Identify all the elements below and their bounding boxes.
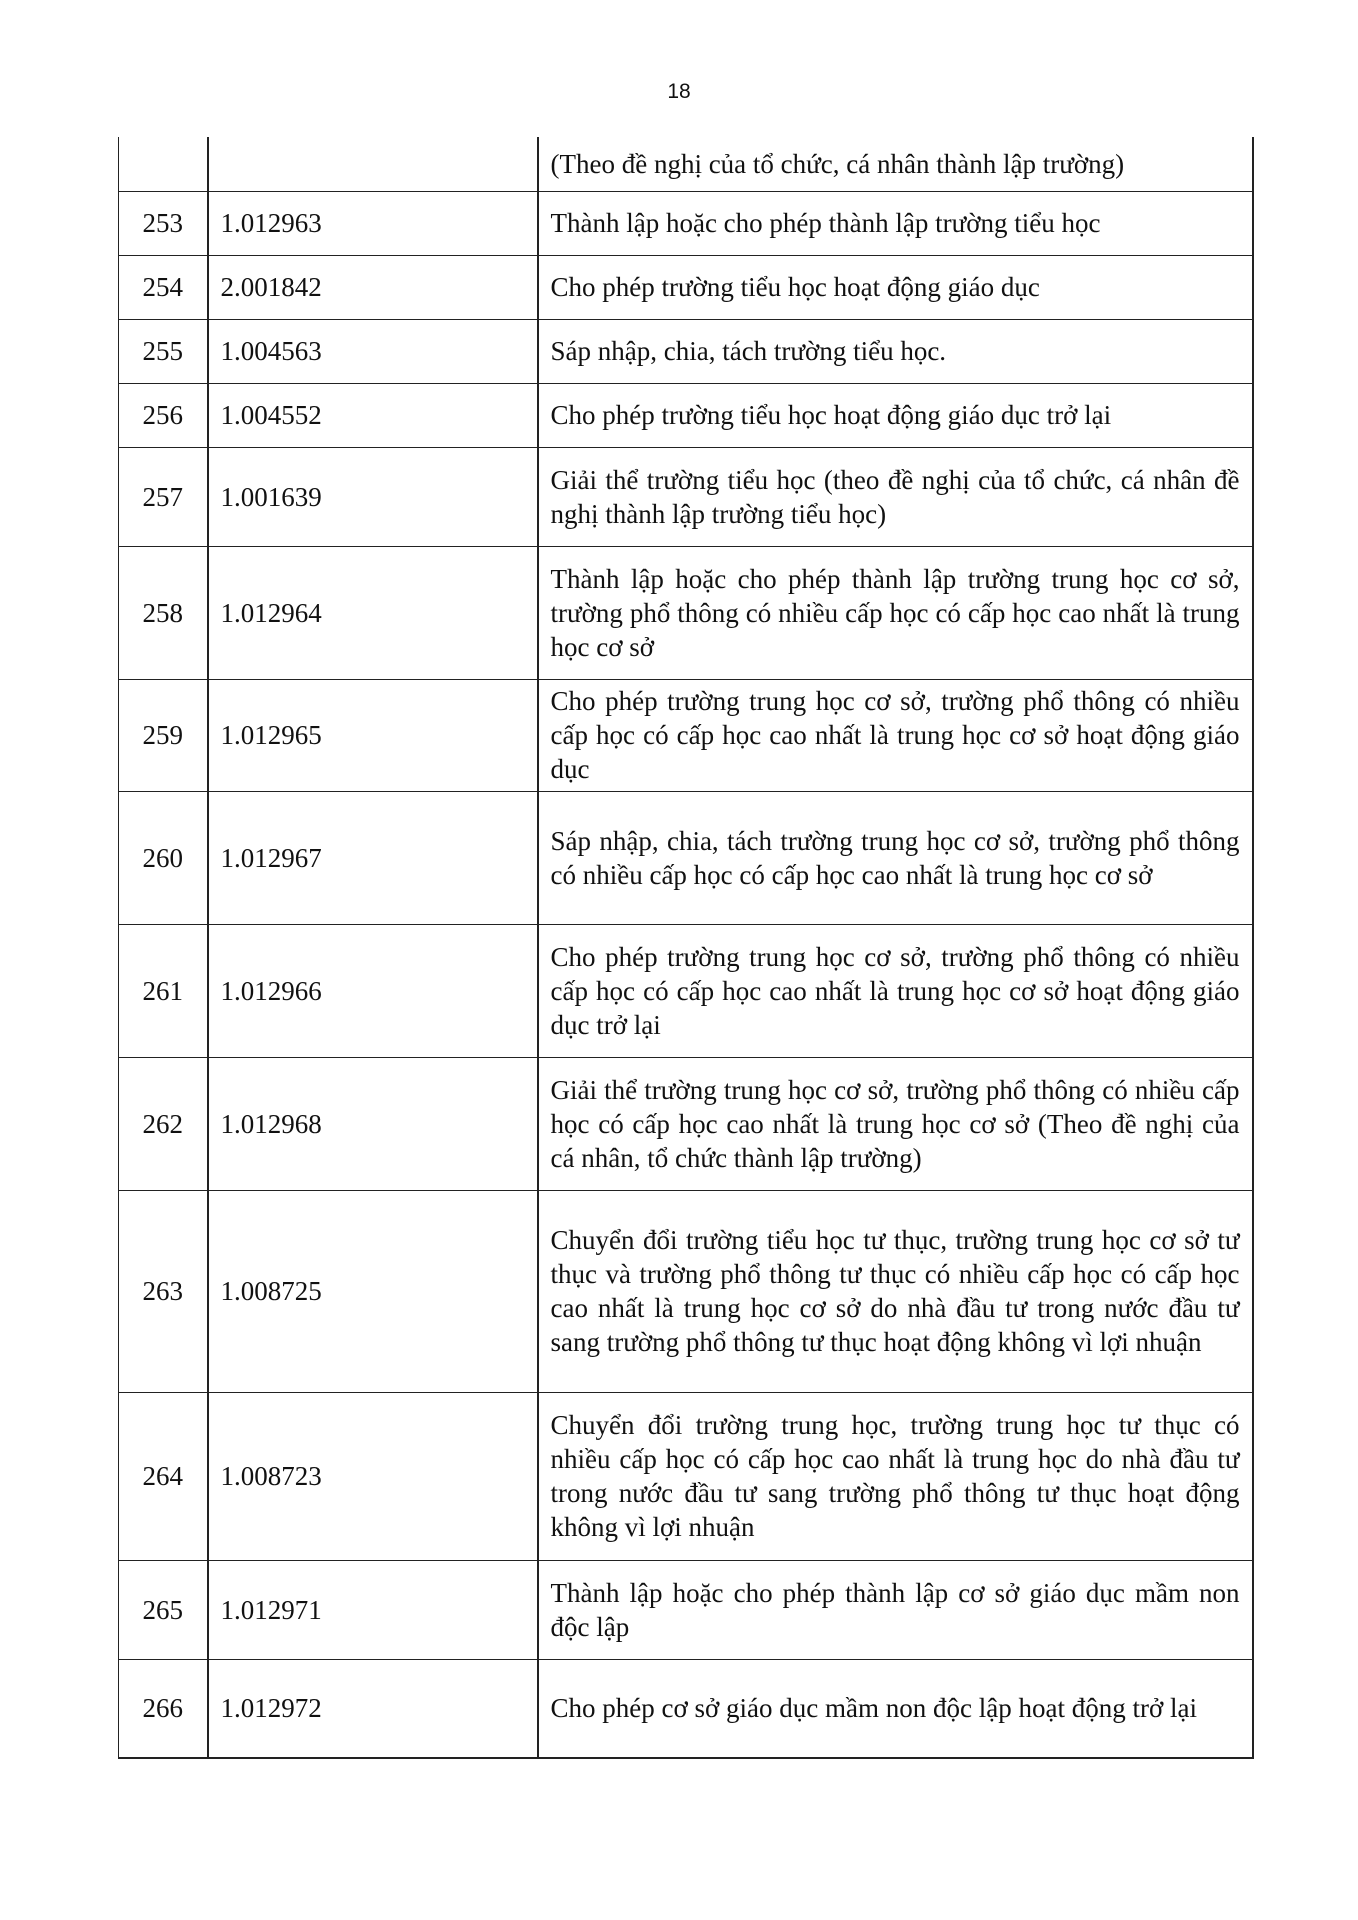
row-number-cell: 264 [119,1392,208,1560]
table-row [119,191,1253,255]
procedure-code-cell: 1.008725 [208,1190,538,1392]
row-number-cell: 263 [119,1190,208,1392]
row-number-cell: 255 [119,319,208,383]
row-number-cell: 258 [119,546,208,679]
table-row [119,447,1253,546]
procedure-code-cell: 1.012972 [208,1659,538,1758]
row-number-cell: 260 [119,791,208,924]
table-row [119,383,1253,447]
procedures-table [118,137,1254,1759]
procedure-name-cell: Cho phép trường trung học cơ sở, trường phổ thông có nhiều cấp học có cấp học cao nhất là trung học cơ sở hoạt động giáo dục [538,679,1253,791]
procedure-code-cell: 1.001639 [208,447,538,546]
procedure-code-cell: 2.001842 [208,255,538,319]
procedure-code-cell: 1.012964 [208,546,538,679]
procedure-name-cell: Cho phép trường tiểu học hoạt động giáo dục trở lại [538,383,1253,447]
procedure-name-cell: Cho phép cơ sở giáo dục mầm non độc lập hoạt động trở lại [538,1659,1253,1758]
procedure-code-cell: 1.012965 [208,679,538,791]
procedure-code-cell: 1.012966 [208,924,538,1057]
row-number-cell: 261 [119,924,208,1057]
table-row [119,924,1253,1057]
table-row [119,255,1253,319]
procedure-code-cell: 1.012971 [208,1560,538,1659]
row-number-cell: 257 [119,447,208,546]
procedure-code-cell: 1.012963 [208,191,538,255]
procedure-name-cell: (Theo đề nghị của tổ chức, cá nhân thành lập trường) [538,137,1253,191]
procedure-code-cell: 1.012967 [208,791,538,924]
procedure-code-cell [208,137,538,191]
procedure-name-cell: Sáp nhập, chia, tách trường tiểu học. [538,319,1253,383]
table-row [119,1560,1253,1659]
procedure-name-cell: Thành lập hoặc cho phép thành lập trường tiểu học [538,191,1253,255]
table-row [119,546,1253,679]
procedure-name-cell: Cho phép trường tiểu học hoạt động giáo dục [538,255,1253,319]
procedure-code-cell: 1.008723 [208,1392,538,1560]
table-row [119,1190,1253,1392]
procedure-name-cell: Giải thể trường trung học cơ sở, trường phổ thông có nhiều cấp học có cấp học cao nhất là trung học cơ sở (Theo đề nghị của cá nhân, tổ chức thành lập trường) [538,1057,1253,1190]
row-number-cell: 259 [119,679,208,791]
procedure-name-cell: Giải thể trường tiểu học (theo đề nghị của tổ chức, cá nhân đề nghị thành lập trường tiểu học) [538,447,1253,546]
table-row [119,1392,1253,1560]
procedure-name-cell: Thành lập hoặc cho phép thành lập trường trung học cơ sở, trường phổ thông có nhiều cấp học có cấp học cao nhất là trung học cơ sở [538,546,1253,679]
row-number-cell: 253 [119,191,208,255]
procedure-code-cell: 1.012968 [208,1057,538,1190]
row-number-cell: 266 [119,1659,208,1758]
row-number-cell: 262 [119,1057,208,1190]
table-row [119,1057,1253,1190]
table-row [119,319,1253,383]
row-number-cell [119,137,208,191]
row-number-cell: 254 [119,255,208,319]
table-row [119,791,1253,924]
table-row [119,1659,1253,1758]
procedure-code-cell: 1.004552 [208,383,538,447]
procedure-name-cell: Sáp nhập, chia, tách trường trung học cơ sở, trường phổ thông có nhiều cấp học có cấp học cao nhất là trung học cơ sở [538,791,1253,924]
procedure-name-cell: Chuyển đổi trường trung học, trường trung học tư thục có nhiều cấp học có cấp học cao nhất là trung học do nhà đầu tư trong nước đầu tư sang trường phổ thông tư thục hoạt động không vì lợi nhuận [538,1392,1253,1560]
procedure-name-cell: Cho phép trường trung học cơ sở, trường phổ thông có nhiều cấp học có cấp học cao nhất là trung học cơ sở hoạt động giáo dục trở lại [538,924,1253,1057]
row-number-cell: 265 [119,1560,208,1659]
row-number-cell: 256 [119,383,208,447]
procedure-name-cell: Thành lập hoặc cho phép thành lập cơ sở giáo dục mầm non độc lập [538,1560,1253,1659]
table-row [119,679,1253,791]
page-number: 18 [667,80,691,103]
procedure-name-cell: Chuyển đổi trường tiểu học tư thục, trường trung học cơ sở tư thục và trường phổ thông tư thục có nhiều cấp học có cấp học cao nhất là trung học cơ sở do nhà đầu tư trong nước đầu tư sang trường phổ thông tư thục hoạt động không vì lợi nhuận [538,1190,1253,1392]
procedure-code-cell: 1.004563 [208,319,538,383]
table-row [119,137,1253,191]
